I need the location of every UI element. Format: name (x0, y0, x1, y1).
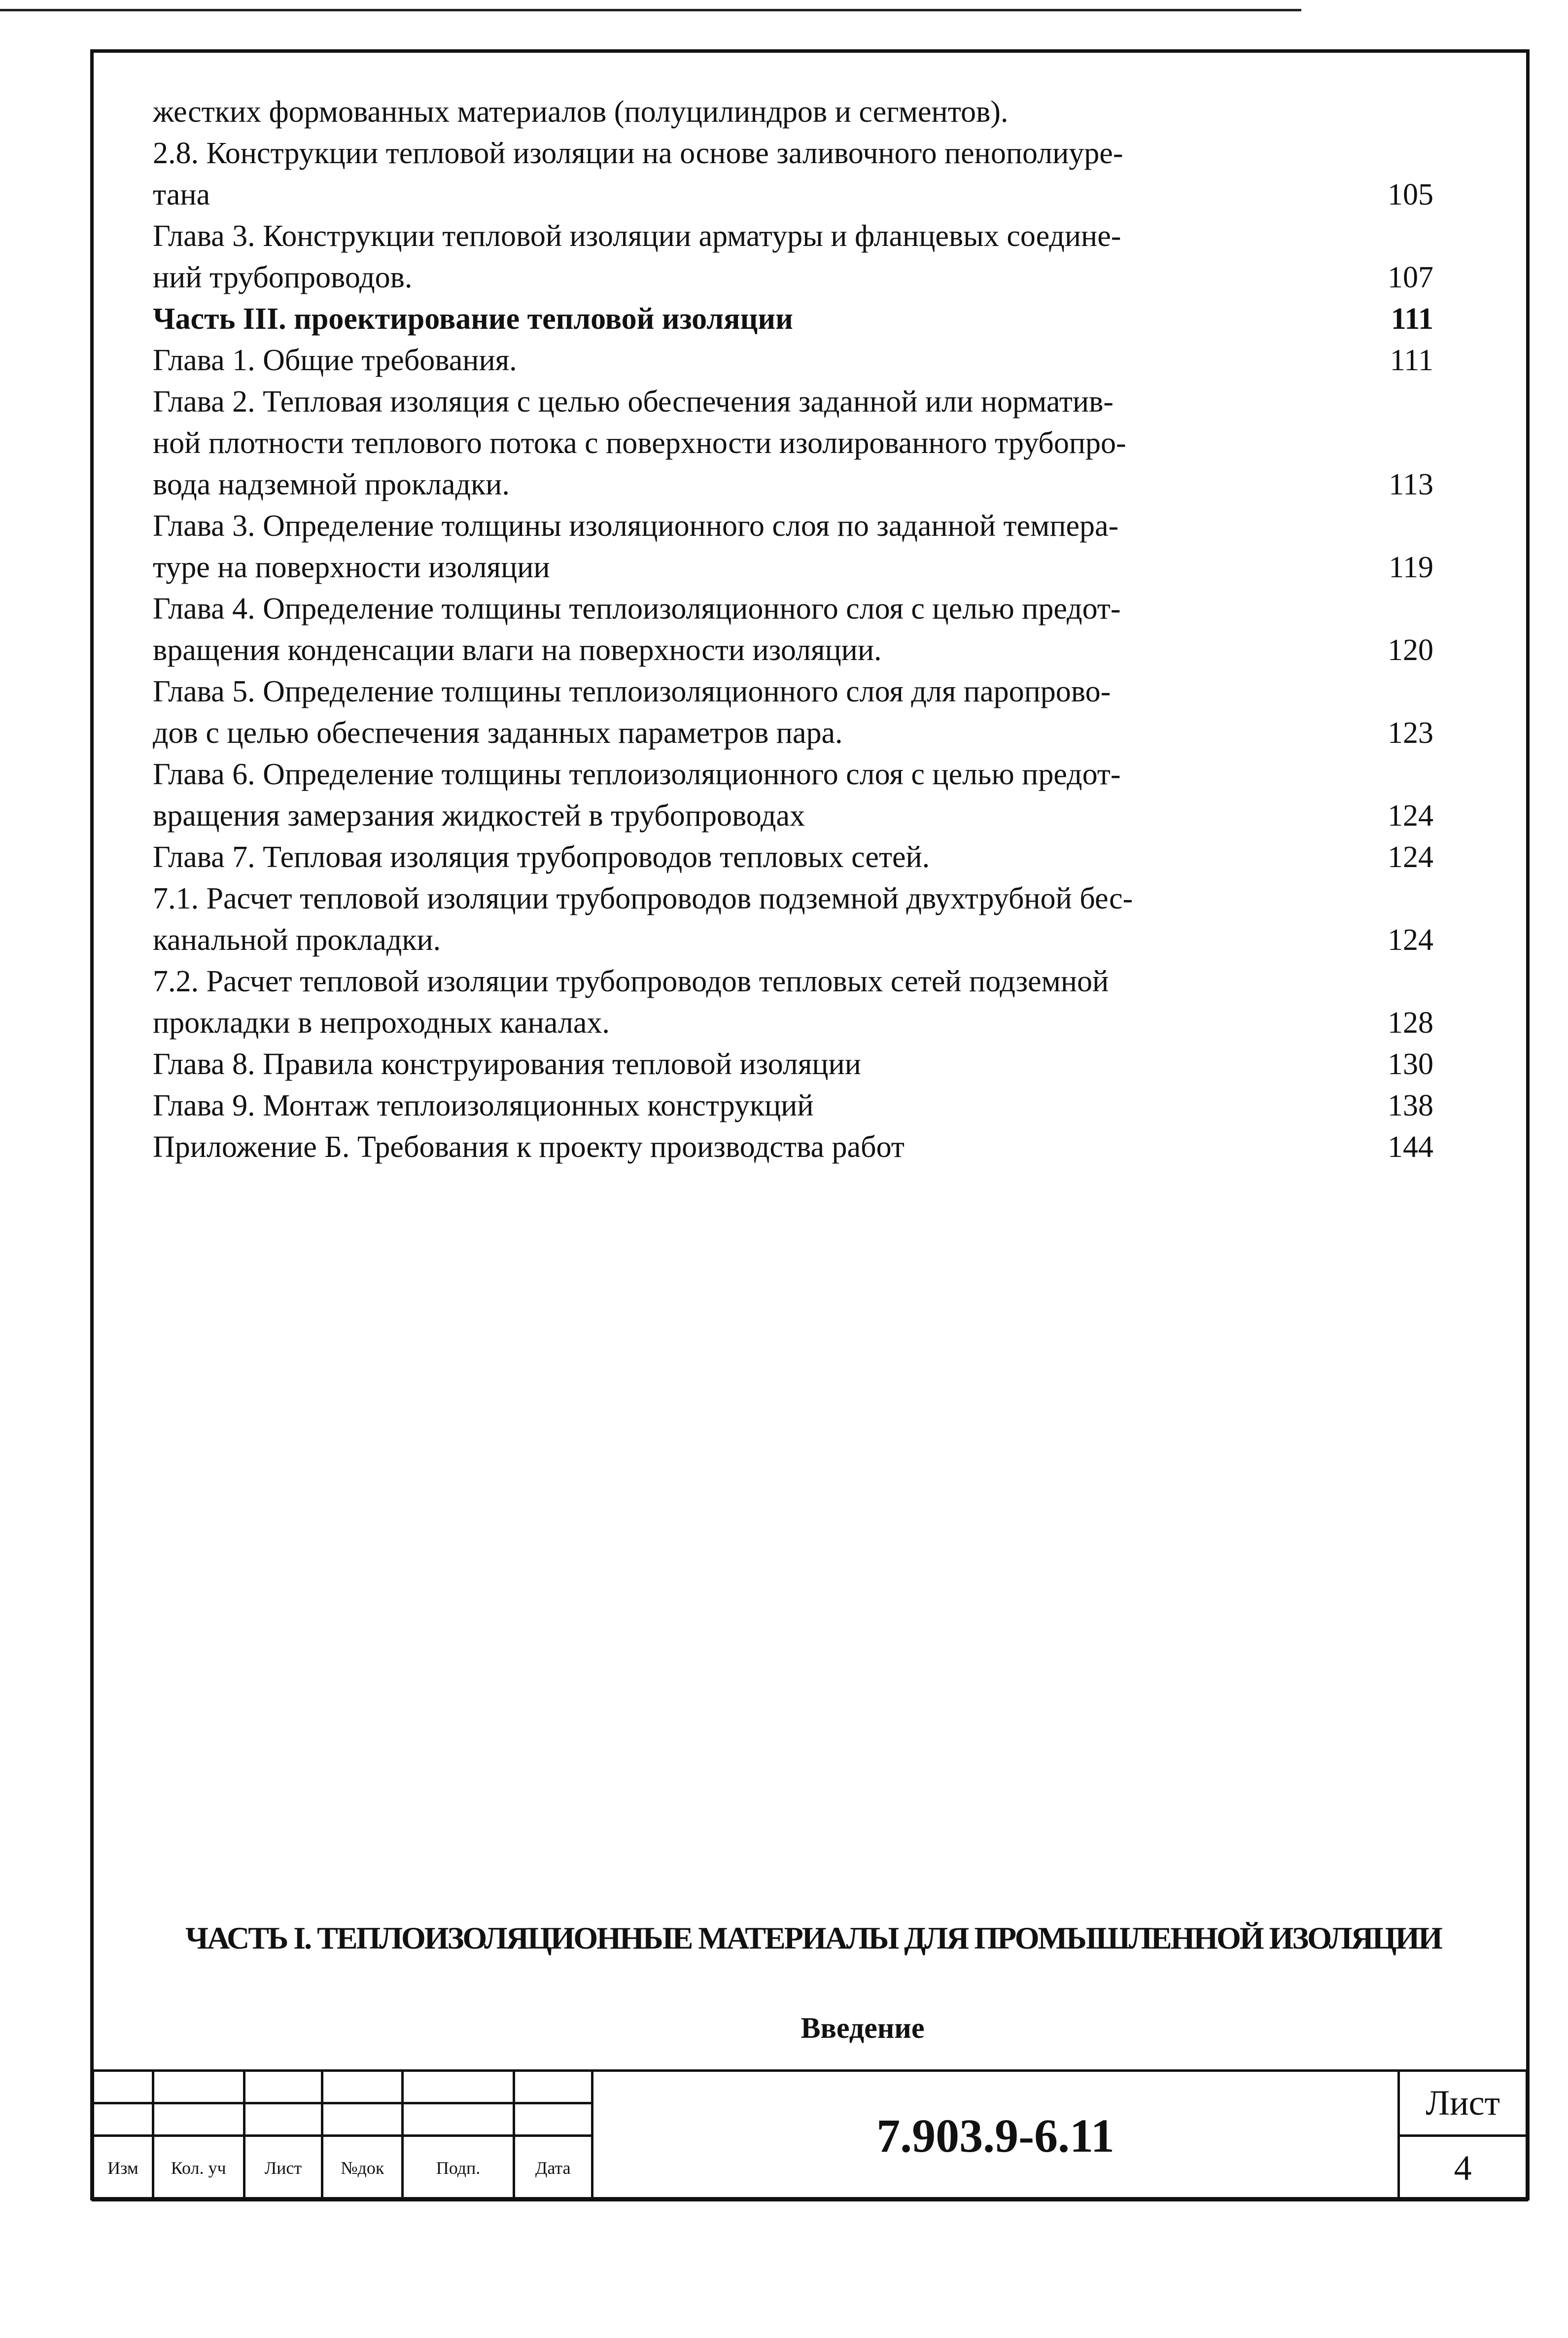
title-block (92, 2069, 1528, 2201)
stamp-cell (322, 2103, 403, 2136)
toc-row (153, 837, 1444, 878)
toc-page-number: 130 (1388, 1047, 1433, 1081)
toc-row (153, 298, 1444, 340)
toc-entry-text: канальной прокладки. (153, 923, 441, 957)
toc-entry-text: прокладки в непроходных каналах. (153, 1006, 610, 1040)
toc-entry-text: вращения замерзания жидкостей в трубопроводах (153, 799, 805, 833)
toc-page-number: 120 (1388, 633, 1433, 667)
part-heading: ЧАСТЬ I. ТЕПЛОИЗОЛЯЦИОННЫЕ МАТЕРИАЛЫ ДЛЯ ПРОМЫШЛЕННОЙ ИЗОЛЯЦИИ (185, 1920, 1441, 1955)
toc-page-number: 113 (1389, 468, 1433, 501)
stamp-label-list: Лист (244, 2136, 322, 2200)
stamp-cell (153, 2071, 244, 2103)
toc-row (153, 91, 1444, 133)
toc-page-number: 119 (1389, 551, 1433, 584)
stamp-cell (93, 2103, 153, 2136)
toc-page-number: 128 (1388, 1006, 1433, 1040)
toc-entry-text: вода надземной прокладки. (153, 468, 510, 501)
toc-page-number: 111 (1391, 302, 1433, 336)
stamp-cell (403, 2103, 514, 2136)
sheet-label: Лист (1399, 2071, 1527, 2136)
toc-row (153, 505, 1444, 547)
toc-row (153, 547, 1444, 588)
toc-entry-text: ной плотности теплового потока с поверхности изолированного трубопро- (153, 426, 1126, 460)
stamp-cell (322, 2071, 403, 2103)
toc-entry-text: дов с целью обеспечения заданных параметров пара. (153, 716, 843, 750)
toc-row (153, 712, 1444, 754)
toc-entry-text: 7.1. Расчет тепловой изоляции трубопроводов подземной двухтрубной бес- (153, 882, 1133, 915)
toc-entry-text: Глава 1. Общие требования. (153, 344, 517, 377)
toc-entry-text: жестких формованных материалов (полуцилиндров и сегментов). (153, 95, 1009, 129)
section-heading: Введение (801, 2012, 925, 2044)
stamp-cell (403, 2071, 514, 2103)
toc-row (153, 174, 1444, 215)
toc-entry-text: Глава 4. Определение толщины теплоизоляционного слоя с целью предот- (153, 592, 1121, 626)
toc-row (153, 381, 1444, 422)
toc-row (153, 1085, 1444, 1126)
toc-row (153, 133, 1444, 174)
toc-entry-text: Глава 3. Определение толщины изоляционного слоя по заданной темпера- (153, 509, 1119, 543)
toc-entry-text: Глава 7. Тепловая изоляция трубопроводов тепловых сетей. (153, 840, 930, 874)
toc-row (153, 257, 1444, 298)
toc-entry-text: Глава 3. Конструкции тепловой изоляции арматуры и фланцевых соедине- (153, 219, 1121, 253)
stamp-cell (93, 2071, 153, 2103)
top-scan-line (0, 9, 1301, 11)
toc-page-number: 124 (1388, 923, 1433, 957)
toc-row (153, 754, 1444, 795)
toc-entry-text: Глава 8. Правила конструирования тепловой изоляции (153, 1047, 861, 1081)
toc-entry-text: Глава 6. Определение толщины теплоизоляционного слоя с целью предот- (153, 758, 1121, 791)
stamp-cell (153, 2103, 244, 2136)
toc-row (153, 588, 1444, 629)
stamp-label-izm: Изм (93, 2136, 153, 2200)
toc-page-number: 123 (1388, 716, 1433, 750)
toc-row (153, 1044, 1444, 1085)
toc-row (153, 1126, 1444, 1168)
stamp-cell (514, 2071, 592, 2103)
toc-entry-text: 2.8. Конструкции тепловой изоляции на основе заливочного пенополиуре- (153, 137, 1123, 170)
toc-page-number: 111 (1390, 344, 1433, 377)
toc-entry-text: 7.2. Расчет тепловой изоляции трубопроводов тепловых сетей подземной (153, 965, 1109, 998)
toc-page-number: 124 (1388, 799, 1433, 833)
toc-entry-text: Приложение Б. Требования к проекту производства работ (153, 1130, 905, 1164)
toc-row (153, 671, 1444, 712)
toc-entry-text: Часть III. проектирование тепловой изоляции (153, 302, 793, 336)
sheet-number: 4 (1399, 2136, 1527, 2200)
toc-page-number: 105 (1388, 178, 1433, 211)
toc-entry-text: тана (153, 178, 210, 211)
toc-page-number: 107 (1388, 261, 1433, 294)
stamp-cell (244, 2103, 322, 2136)
stamp-cell (244, 2071, 322, 2103)
toc-row (153, 961, 1444, 1002)
toc-row (153, 422, 1444, 464)
stamp-label-kol-uch: Кол. уч (153, 2136, 244, 2200)
toc-row (153, 215, 1444, 257)
toc-page-number: 138 (1388, 1089, 1433, 1122)
toc-entry-text: ний трубопроводов. (153, 261, 413, 294)
toc-entry-text: Глава 9. Монтаж теплоизоляционных конструкций (153, 1089, 814, 1122)
toc-row (153, 795, 1444, 837)
toc-row (153, 878, 1444, 919)
toc-row (153, 629, 1444, 671)
toc-page-number: 144 (1388, 1130, 1433, 1164)
toc-page-number: 124 (1388, 840, 1433, 874)
toc-row (153, 1002, 1444, 1044)
stamp-label-ndok: №док (322, 2136, 403, 2200)
toc-row (153, 919, 1444, 961)
stamp-cell (514, 2103, 592, 2136)
toc-entry-text: туре на поверхности изоляции (153, 551, 550, 584)
toc-entry-text: вращения конденсации влаги на поверхности изоляции. (153, 633, 882, 667)
stamp-label-podp: Подп. (403, 2136, 514, 2200)
stamp-label-data: Дата (514, 2136, 592, 2200)
toc-row (153, 340, 1444, 381)
toc-entry-text: Глава 5. Определение толщины теплоизоляционного слоя для паропрово- (153, 675, 1111, 708)
toc-entry-text: Глава 2. Тепловая изоляция с целью обеспечения заданной или норматив- (153, 385, 1114, 419)
document-number: 7.903.9-6.11 (592, 2071, 1399, 2200)
table-of-contents (153, 91, 1444, 1168)
toc-row (153, 464, 1444, 505)
